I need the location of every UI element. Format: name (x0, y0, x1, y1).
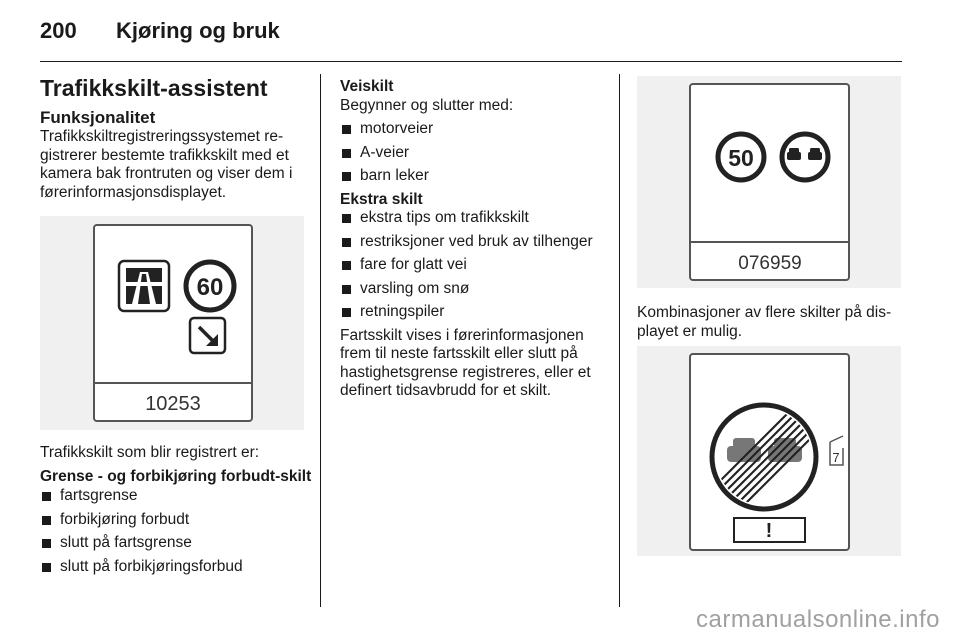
list-item: forbikjøring forbudt (40, 511, 315, 530)
list-item: retningspiler (340, 303, 610, 322)
intro-paragraph: Trafikkskiltregistreringssystemet registrerer bestemte trafikkskilt med et kamera bak frontruten og viser dem i førerinformasjonsdisplayet. (40, 128, 293, 201)
header-rule (40, 61, 902, 62)
extra-signs-heading: Ekstra skilt (340, 190, 423, 208)
road-signs-heading: Veiskilt (340, 78, 394, 95)
column-divider-2 (619, 74, 620, 607)
speed-value-50: 50 (728, 145, 754, 171)
list-item: ekstra tips om trafikkskilt (340, 209, 610, 228)
list-item: restriksjoner ved bruk av tilhenger (340, 233, 610, 252)
column-2 (340, 78, 610, 401)
list-item: fartsgrense (40, 487, 315, 506)
figure-motorway-speed-display (40, 216, 304, 430)
column-1-list (40, 444, 315, 576)
list-item: slutt på fartsgrense (40, 534, 315, 553)
combination-paragraph: Kombinasjoner av flere skilter på displayet er mulig. (637, 304, 892, 340)
registered-signs-list (40, 487, 315, 576)
page-number: 200 (40, 18, 77, 43)
speed-limit-sign-icon (186, 262, 234, 310)
road-signs-lead: Begynner og slutter med: (340, 96, 514, 114)
extra-signs-list (340, 209, 610, 322)
speed-value-60: 60 (196, 274, 224, 301)
end-of-no-overtaking-sign-icon (712, 405, 817, 512)
speed-sign-paragraph: Fartsskilt vises i førerinformasjonen frem til neste fartsskilt eller slutt på hastighetsgrense registreres, eller et definert tidsavbrudd for et skilt. (340, 326, 591, 399)
column-1 (40, 74, 310, 202)
slope-warning-label: 7 (832, 450, 840, 465)
list-item: motorveier (340, 120, 610, 139)
exclamation-mark: ! (765, 520, 773, 542)
list-item: varsling om snø (340, 280, 610, 299)
list-item: slutt på forbikjøringsforbud (40, 558, 315, 577)
no-overtaking-sign-icon (782, 134, 828, 180)
motorway-sign-icon (119, 261, 169, 311)
arrow-down-right-icon (190, 318, 225, 353)
figure-label-2: 076959 (738, 253, 802, 274)
list-item: fare for glatt vei (340, 256, 610, 275)
road-signs-list (340, 120, 610, 186)
chapter-title: Kjøring og bruk (116, 18, 280, 43)
speed-limit-sign-icon (718, 134, 764, 180)
column-divider-1 (320, 74, 321, 607)
figure-speed-nopassing-display (637, 76, 901, 288)
section-title: Trafikkskilt-assistent (40, 75, 268, 101)
subsection-title: Funksjonalitet (40, 108, 156, 127)
list-item: A-veier (340, 144, 610, 163)
list-item: barn leker (340, 167, 610, 186)
list-heading: Grense - og forbikjøring forbudt-skilt (40, 467, 312, 485)
column-3-text (637, 304, 905, 341)
watermark: carmanualsonline.info (696, 606, 940, 633)
figure-label-1: 10253 (145, 393, 201, 415)
signs-caption: Trafikkskilt som blir registrert er: (40, 444, 260, 461)
figure-end-nopassing-display (637, 346, 901, 556)
